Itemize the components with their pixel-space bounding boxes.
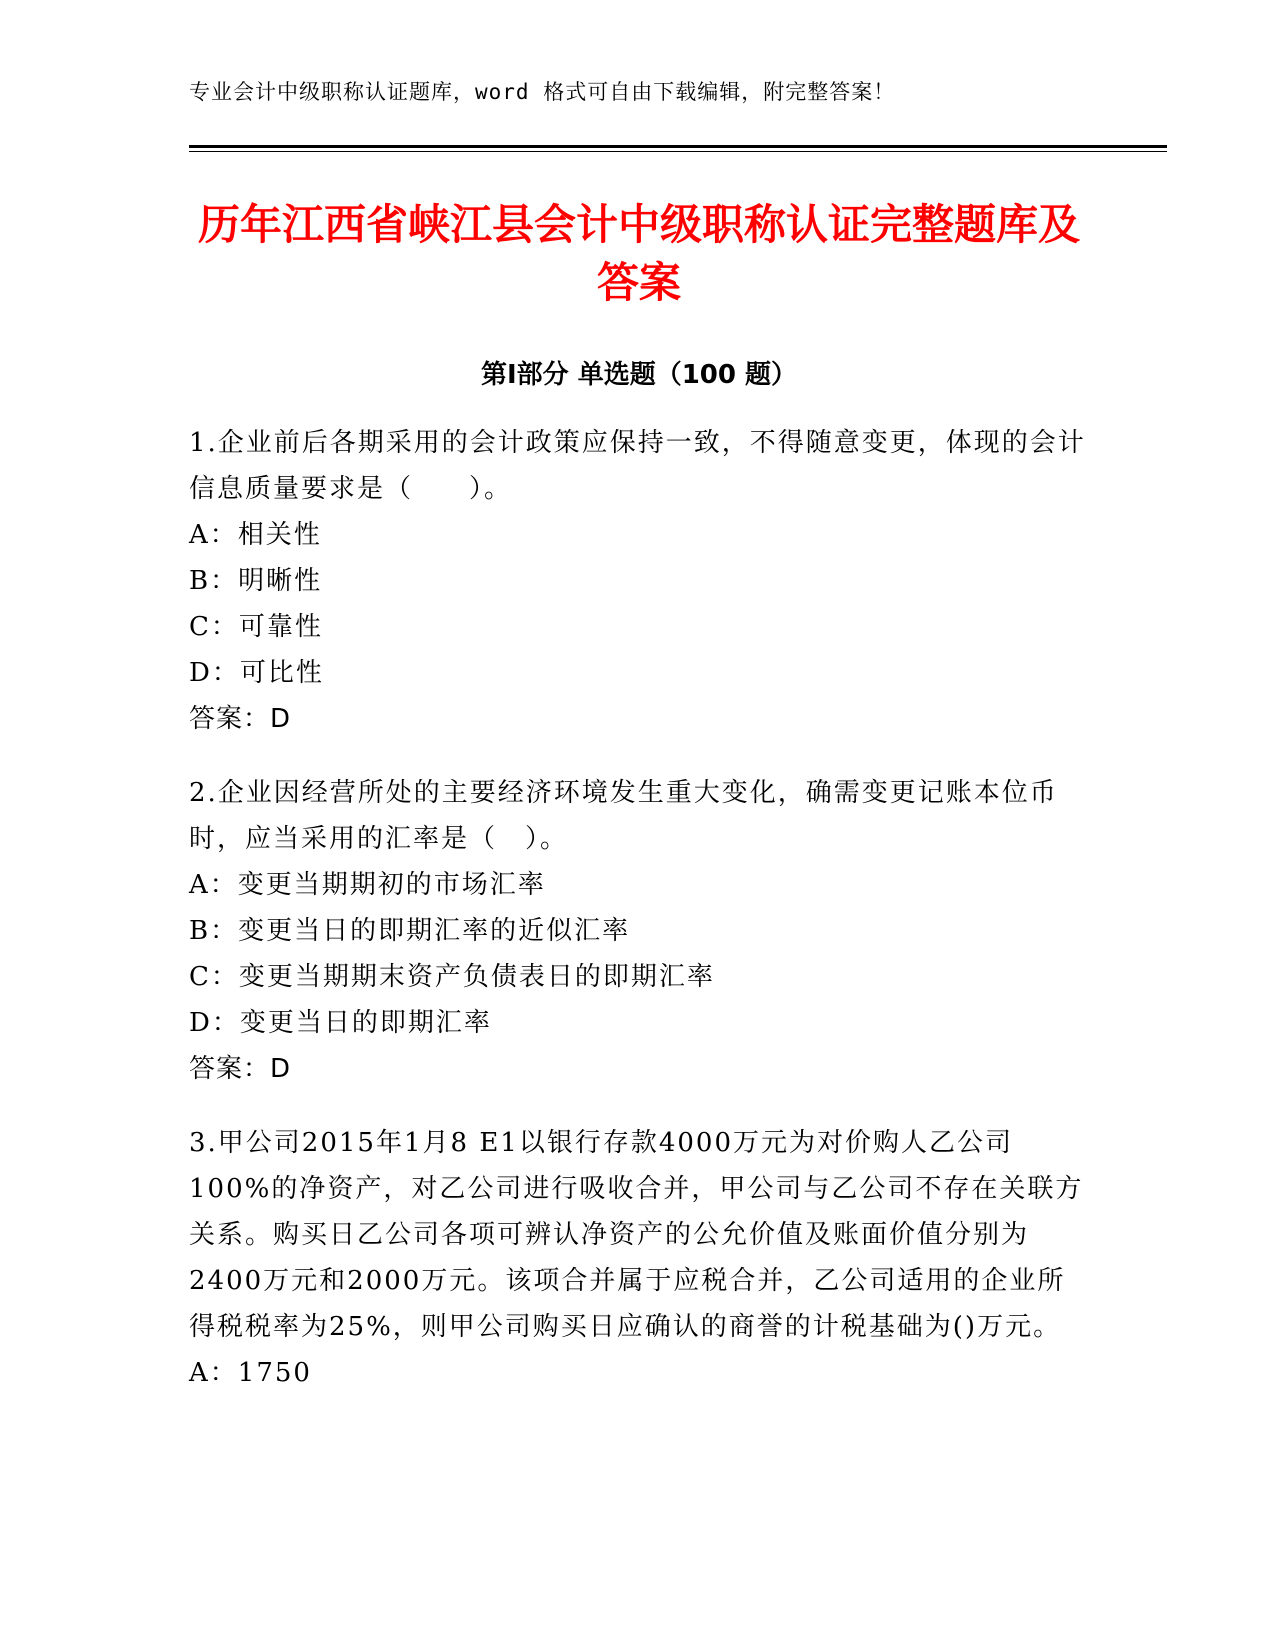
header-note: 专业会计中级职称认证题库，word 格式可自由下载编辑，附完整答案！ xyxy=(189,80,896,104)
option-c: C：可靠性 xyxy=(189,612,323,642)
question-1 xyxy=(189,420,1089,742)
question-stem: 1.企业前后各期采用的会计政策应保持一致，不得随意变更，体现的会计信息质量要求是（ ）。 xyxy=(189,428,1086,504)
option-a: A：变更当期期初的市场汇率 xyxy=(189,870,546,900)
option-b: B：明晰性 xyxy=(189,566,323,596)
option-a: A：相关性 xyxy=(189,520,322,550)
option-b: B：变更当日的即期汇率的近似汇率 xyxy=(189,916,631,946)
document-title: 历年江西省峡江县会计中级职称认证完整题库及答案 xyxy=(197,200,1080,307)
answer: 答案：D xyxy=(189,1054,292,1084)
question-2 xyxy=(189,770,1089,1092)
option-a: A：1750 xyxy=(189,1358,312,1388)
answer: 答案：D xyxy=(189,704,292,734)
question-stem: 3.甲公司2015年1月8 E1以银行存款4000万元为对价购人乙公司100%的净资产，对乙公司进行吸收合并，甲公司与乙公司不存在关联方关系。购买日乙公司各项可辨认净资产的公允价值及账面价值分别为2400万元和2000万元。该项合并属于应税合并，乙公司适用的企业所得税税率为25%，则甲公司购买日应确认的商誉的计税基础为()万元。 xyxy=(189,1128,1084,1342)
question-3 xyxy=(189,1120,1089,1396)
header-rule-thick xyxy=(189,145,1167,148)
question-stem: 2.企业因经营所处的主要经济环境发生重大变化，确需变更记账本位币时，应当采用的汇率是（ ）。 xyxy=(189,778,1058,854)
header-rule-thin xyxy=(189,151,1167,152)
option-d: D：可比性 xyxy=(189,658,324,688)
option-d: D：变更当日的即期汇率 xyxy=(189,1008,492,1038)
section-heading: 第Ⅰ部分 单选题（100 题） xyxy=(480,360,798,390)
option-c: C：变更当期期末资产负债表日的即期汇率 xyxy=(189,962,715,992)
